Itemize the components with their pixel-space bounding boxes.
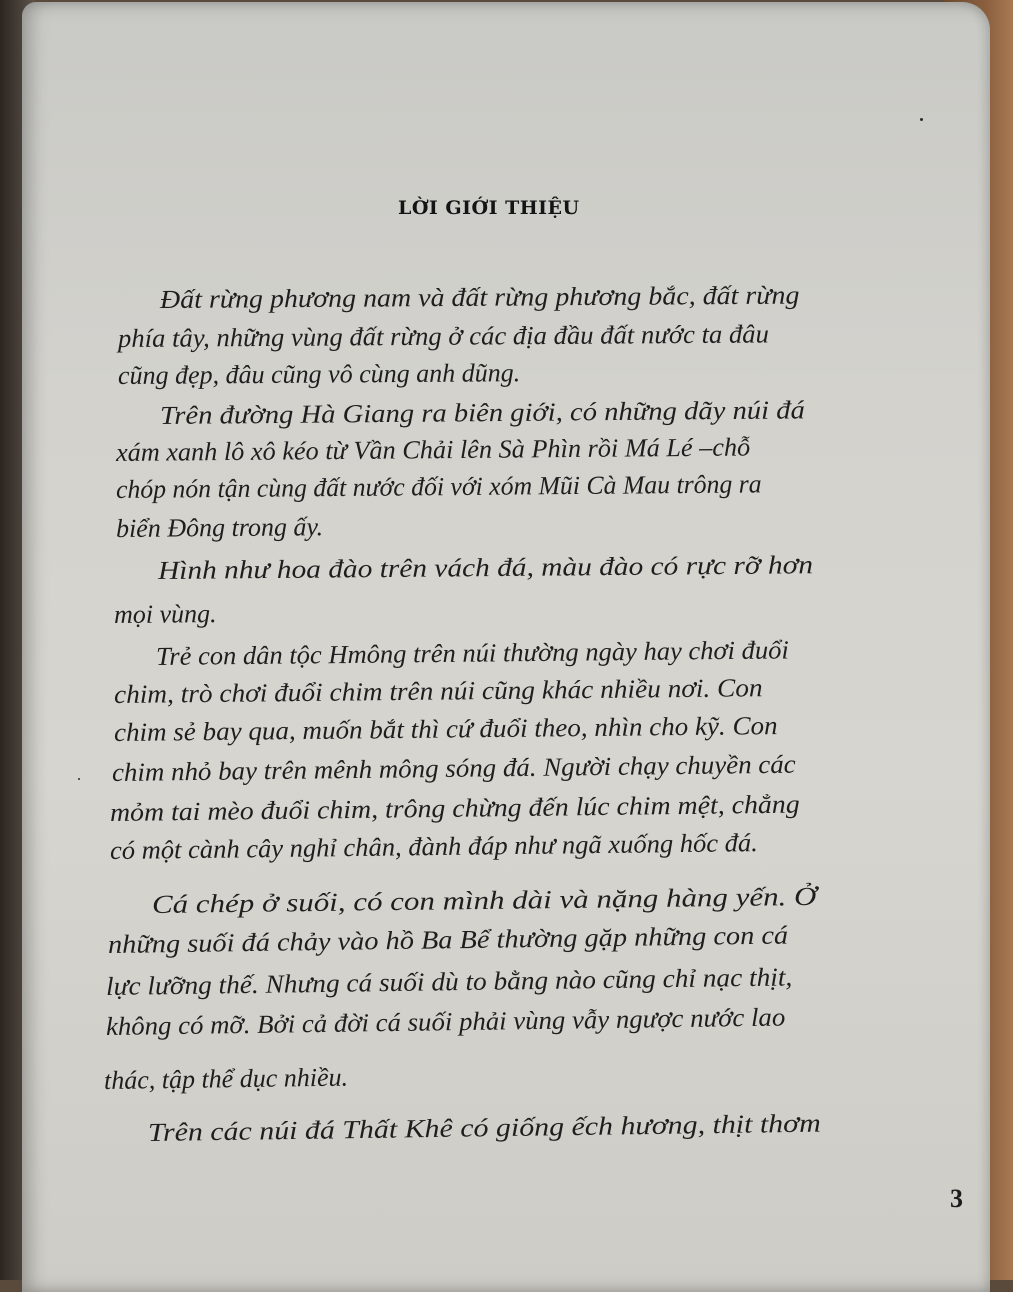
text-line: cũng đẹp, đâu cũng vô cùng anh dũng. [117,358,521,390]
text-line: không có mỡ. Bởi cả đời cá suối phải vùng vẫy ngược nước lao [105,1002,786,1041]
text-line: mỏm tai mèo đuổi chim, trông chừng đến lúc chim mệt, chẳng [109,789,800,827]
text-line: Trên các núi đá Thất Khê có giống ếch hương, thịt thơm [147,1108,821,1147]
text-line: Trên đường Hà Giang ra biên giới, có những dãy núi đá [159,395,805,430]
text-line: Đất rừng phương nam và đất rừng phương bắc, đất rừng [159,280,800,314]
text-line: những suối đá chảy vào hồ Ba Bể thường gặp những con cá [107,920,789,959]
text-line: Trẻ con dân tộc Hmông trên núi thường ngày hay chơi đuổi [155,635,789,671]
text-line: thác, tập thể dục nhiều. [103,1062,349,1095]
text-line: chim, trò chơi đuổi chim trên núi cũng khác nhiều nơi. Con [113,673,763,709]
page-title: LỜI GIỚI THIỆU [398,197,580,219]
paper-speck [78,778,80,780]
paper-speck [920,118,923,121]
text-line: chim sẻ bay qua, muốn bắt thì cứ đuổi theo, nhìn cho kỹ. Con [113,711,778,747]
text-line: xám xanh lô xô kéo từ Vần Chải lên Sà Phìn rồi Má Lé –chỗ [115,432,751,467]
text-line: biển Đông trong ấy. [115,512,324,543]
text-line: có một cành cây nghỉ chân, đành đáp như ngã xuống hốc đá. [109,828,759,865]
text-line: chim nhỏ bay trên mênh mông sóng đá. Người chạy chuyền các [111,749,796,787]
text-line: lực lưỡng thế. Nhưng cá suối dù to bằng nào cũng chỉ nạc thịt, [105,962,793,1001]
text-line: chóp nón tận cùng đất nước đối với xóm Mũi Cà Mau trông ra [115,469,762,504]
text-line: mọi vùng. [113,599,217,629]
text-line: phía tây, những vùng đất rừng ở các địa đầu đất nước ta đâu [117,319,769,353]
text-line: Hình như hoa đào trên vách đá, màu đào có rực rỡ hơn [157,550,814,585]
text-line: Cá chép ở suối, có con mình dài và nặng hàng yến. Ở [151,881,817,919]
page-number: 3 [950,1184,963,1213]
